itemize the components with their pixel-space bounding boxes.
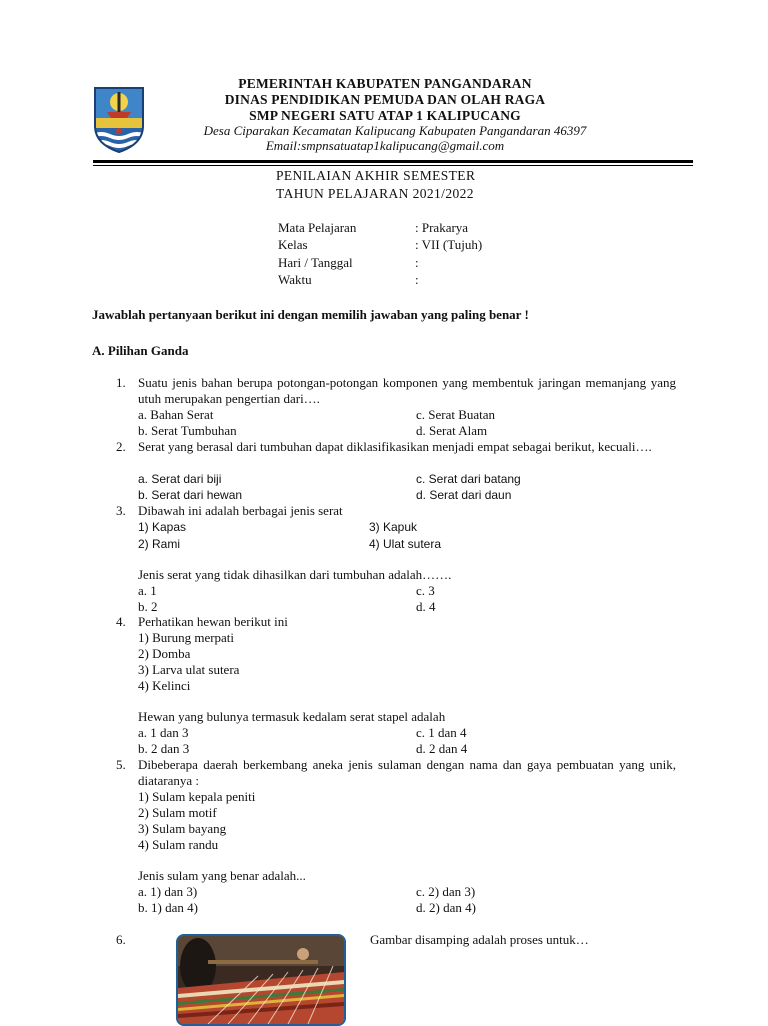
question-number: 4.	[116, 614, 126, 629]
section-heading: A. Pilihan Ganda	[92, 343, 189, 358]
letterhead-department: DINAS PENDIDIKAN PEMUDA DAN OLAH RAGA	[224, 92, 546, 107]
letterhead-address: Desa Ciparakan Kecamatan Kalipucang Kabupaten Pangandaran 46397	[203, 123, 587, 138]
option-d: d. 2) dan 4)	[416, 900, 476, 915]
question-text: Suatu jenis bahan berupa potongan-potongan komponen yang membentuk jaringan memanjang yang utuh merupakan pengertian dari….	[138, 375, 676, 406]
info-value-class: : VII (Tujuh)	[415, 237, 483, 252]
question-text: Dibawah ini adalah berbagai jenis serat	[138, 503, 343, 518]
question-number: 1.	[116, 375, 126, 390]
option-b: b. 2	[138, 599, 158, 614]
info-value-time: :	[415, 272, 419, 287]
question-number: 5.	[116, 757, 126, 772]
weaving-photo	[176, 934, 346, 1026]
option-d: d. 2 dan 4	[416, 741, 468, 756]
list-item: 1) Sulam kepala peniti	[138, 789, 256, 804]
question-number: 6.	[116, 932, 126, 947]
option-c: c. 3	[416, 583, 435, 598]
list-item: 4) Ulat sutera	[369, 537, 442, 551]
option-b: b. Serat dari hewan	[138, 488, 243, 502]
list-item: 2) Sulam motif	[138, 805, 217, 820]
exam-title: PENILAIAN AKHIR SEMESTER	[276, 168, 476, 183]
letterhead-email: Email:smpnsatuatap1kalipucang@gmail.com	[265, 138, 505, 153]
regency-logo	[92, 84, 146, 154]
instruction-text: Jawablah pertanyaan berikut ini dengan memilih jawaban yang paling benar !	[92, 307, 529, 322]
option-a: a. 1) dan 3)	[138, 884, 198, 899]
question-prompt: Jenis sulam yang benar adalah...	[138, 868, 306, 883]
question-prompt: Hewan yang bulunya termasuk kedalam serat stapel adalah	[138, 709, 446, 724]
option-d: d. Serat Alam	[416, 423, 488, 438]
option-a: a. 1 dan 3	[138, 725, 189, 740]
list-item: 1) Kapas	[138, 520, 187, 534]
letterhead-divider-thin	[93, 165, 693, 166]
info-value-subject: : Prakarya	[415, 220, 469, 235]
option-d: d. 4	[416, 599, 436, 614]
option-c: c. Serat Buatan	[416, 407, 496, 422]
list-item: 4) Sulam randu	[138, 837, 219, 852]
option-c: c. 2) dan 3)	[416, 884, 476, 899]
list-item: 3) Larva ulat sutera	[138, 662, 240, 677]
info-label-time: Waktu	[278, 272, 312, 287]
list-item: 2) Rami	[138, 537, 181, 551]
letterhead-government: PEMERINTAH KABUPATEN PANGANDARAN	[238, 76, 532, 91]
question-number: 2.	[116, 439, 126, 454]
option-c: c. Serat dari batang	[416, 472, 521, 486]
question-text: Gambar disamping adalah proses untuk…	[370, 932, 589, 947]
list-item: 4) Kelinci	[138, 678, 191, 693]
option-d: d. Serat dari daun	[416, 488, 512, 502]
option-c: c. 1 dan 4	[416, 725, 467, 740]
list-item: 3) Kapuk	[369, 520, 418, 534]
option-b: b. 1) dan 4)	[138, 900, 198, 915]
option-a: a. 1	[138, 583, 157, 598]
letterhead-divider	[93, 160, 693, 163]
option-a: a. Bahan Serat	[138, 407, 214, 422]
exam-year: TAHUN PELAJARAN 2021/2022	[276, 186, 474, 201]
info-label-date: Hari / Tanggal	[278, 255, 353, 270]
list-item: 1) Burung merpati	[138, 630, 235, 645]
option-b: b. 2 dan 3	[138, 741, 190, 756]
question-text: Dibeberapa daerah berkembang aneka jenis sulaman dengan nama dan gaya pembuatan yang unik, diataranya :	[138, 757, 676, 788]
list-item: 2) Domba	[138, 646, 191, 661]
info-label-class: Kelas	[278, 237, 308, 252]
info-value-date: :	[415, 255, 419, 270]
option-a: a. Serat dari biji	[138, 472, 222, 486]
question-text: Serat yang berasal dari tumbuhan dapat diklasifikasikan menjadi empat sebagai berikut, kecuali….	[138, 439, 652, 454]
list-item: 3) Sulam bayang	[138, 821, 227, 836]
option-b: b. Serat Tumbuhan	[138, 423, 237, 438]
question-text: Perhatikan hewan berikut ini	[138, 614, 288, 629]
question-number: 3.	[116, 503, 126, 518]
info-label-subject: Mata Pelajaran	[278, 220, 357, 235]
letterhead-school: SMP NEGERI SATU ATAP 1 KALIPUCANG	[249, 108, 521, 123]
question-prompt: Jenis serat yang tidak dihasilkan dari tumbuhan adalah…….	[138, 567, 452, 582]
